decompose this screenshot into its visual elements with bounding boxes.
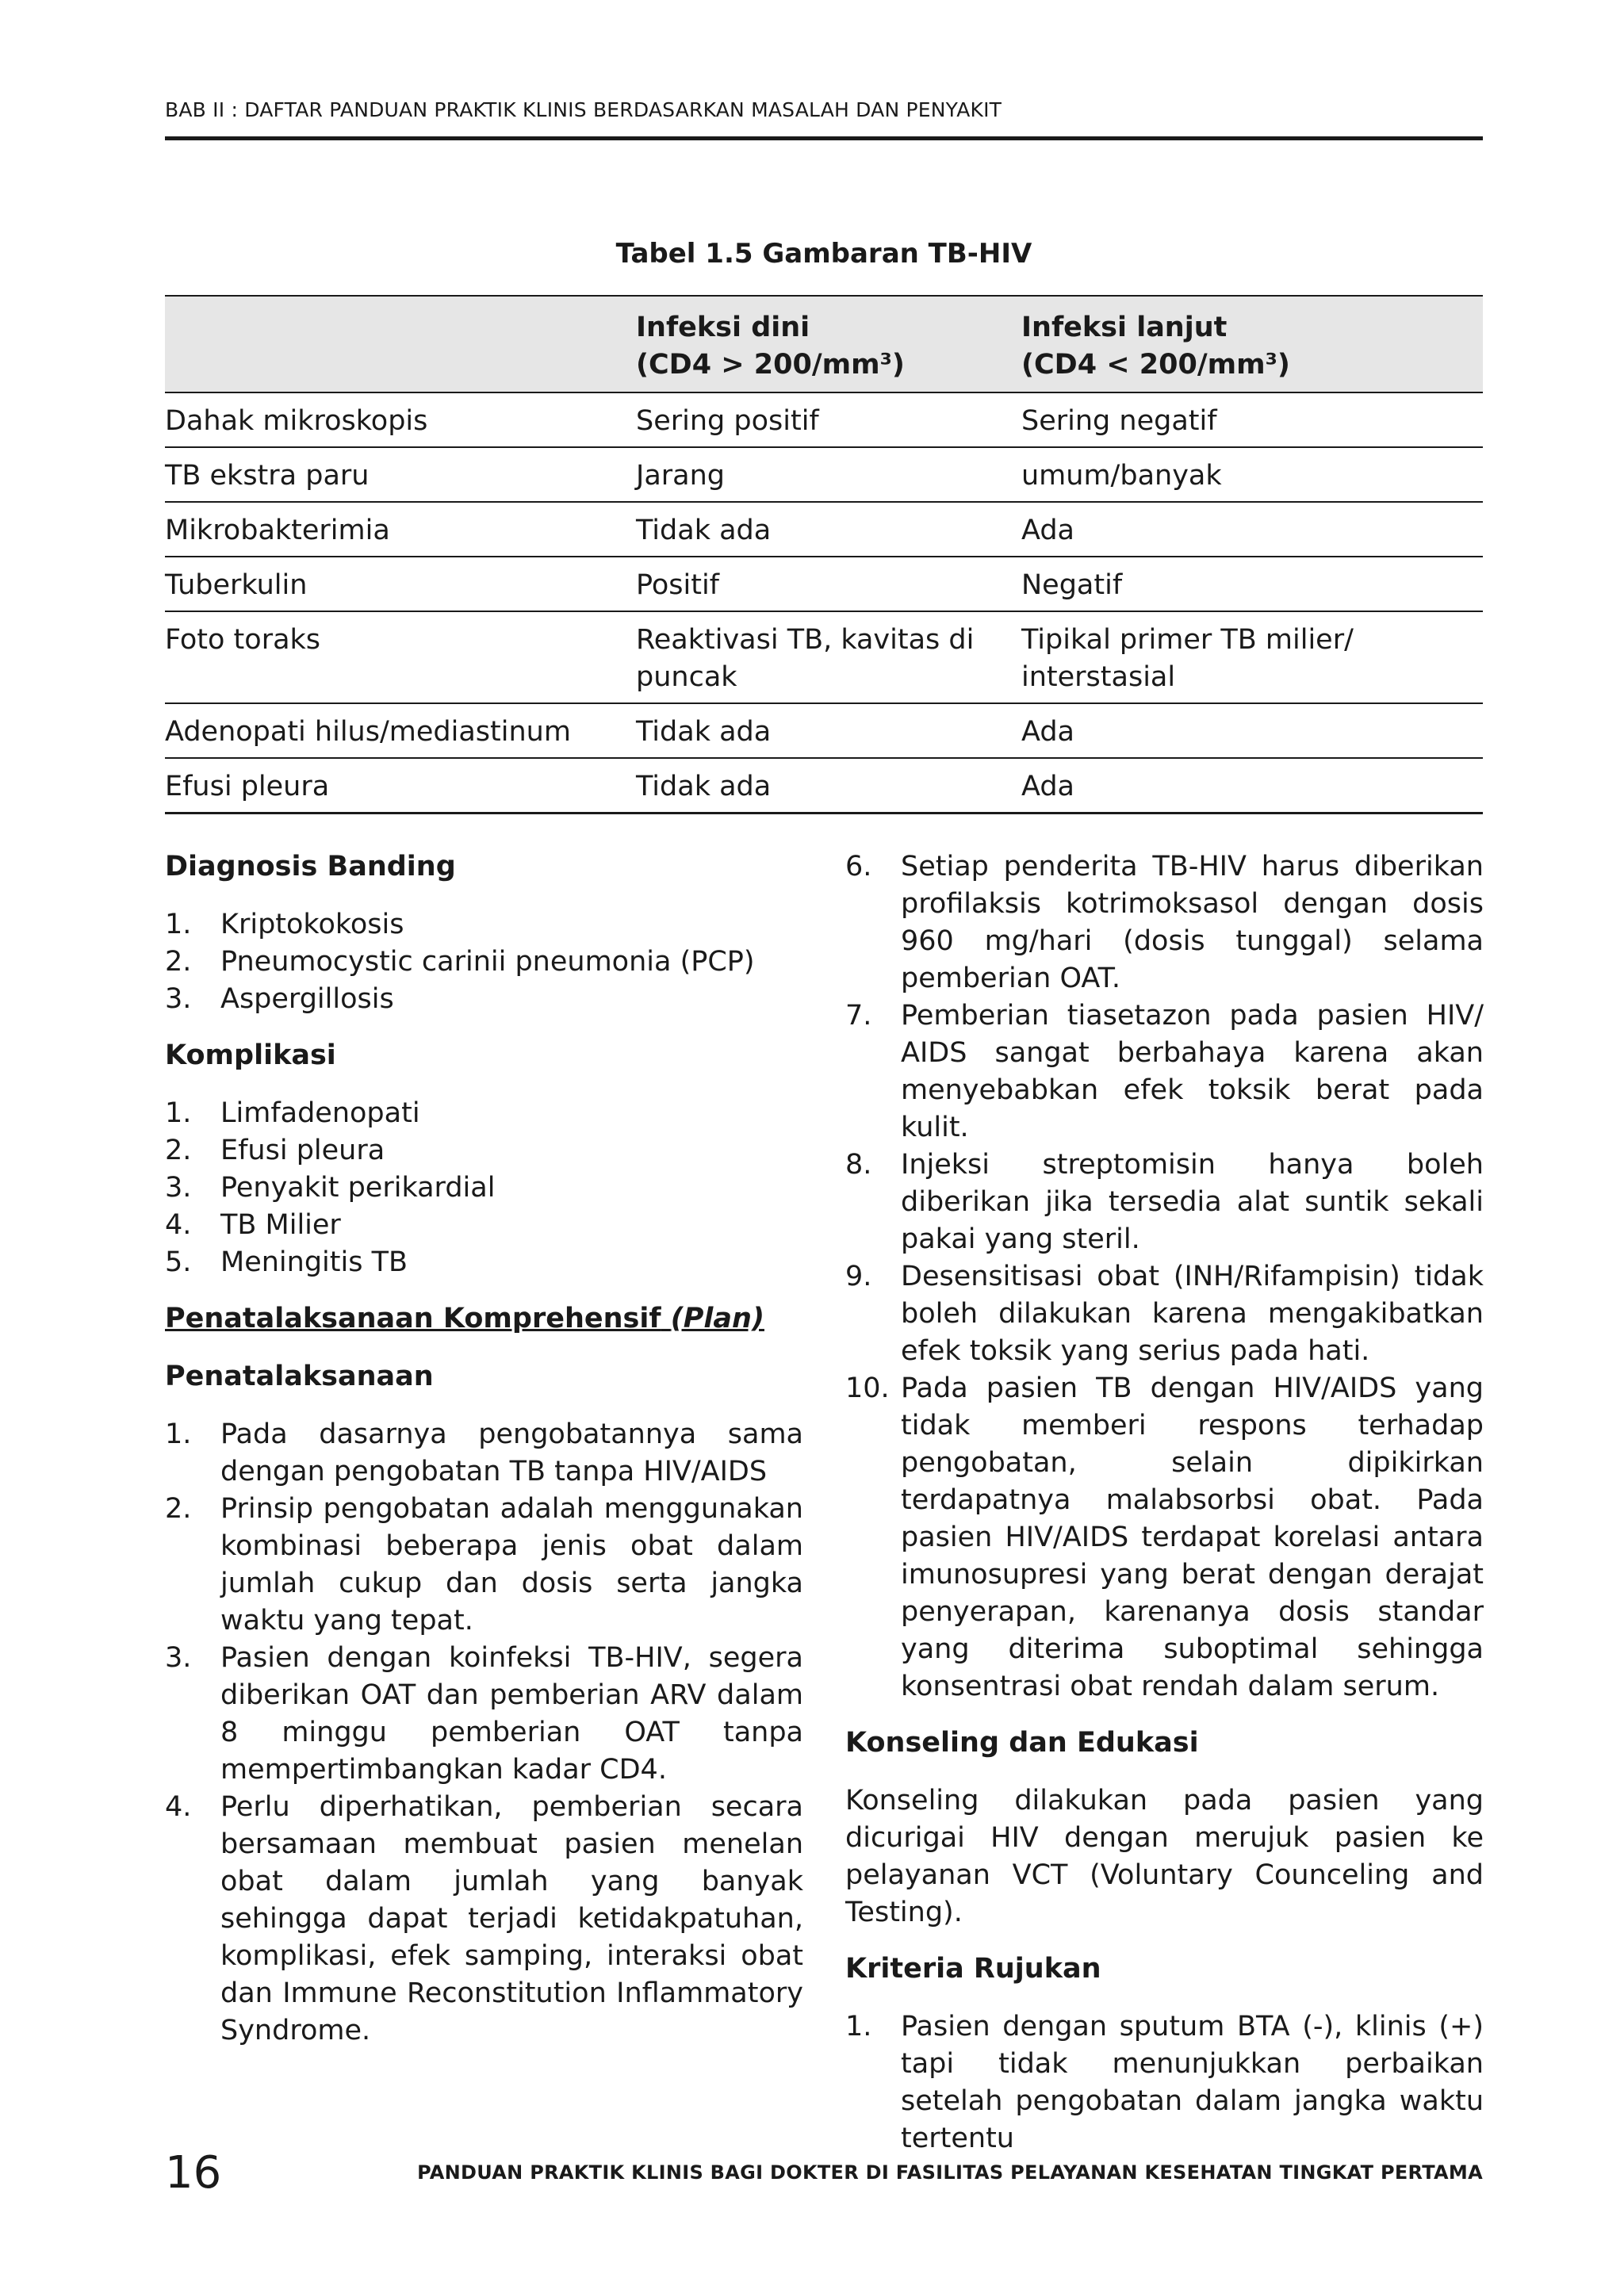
list-item: 4. Perlu diperhatikan, pemberian secara bersamaan membuat pasien menelan obat dalam jumlah yang banyak sehingga dapat terjadi ketidakpatuhan, komplikasi, efek samping, interaksi obat dan Immune Reconstitution Inflammatory Syndrome.	[165, 1791, 803, 2046]
list-item-text: Kriptokokosis	[220, 909, 404, 940]
table-cell: TB ekstra paru	[165, 447, 636, 502]
list-item-text: Setiap penderita TB-HIV harus diberikan profilaksis kotrimoksasol dengan dosis 960 mg/hari (dosis tunggal) selama pemberian OAT.	[901, 851, 1484, 994]
table-cell: Tidak ada	[636, 703, 1021, 758]
section-title-komplikasi: Komplikasi	[165, 1039, 336, 1071]
table-cell: Tidak ada	[636, 502, 1021, 557]
list-item: 1. Kriptokokosis	[165, 909, 404, 940]
penatalaksanaan-list	[165, 1416, 803, 2050]
table-cell: Tidak ada	[636, 758, 1021, 814]
section-title-penatalaksanaan: Penatalaksanaan	[165, 1361, 434, 1392]
list-item: 5. Meningitis TB	[165, 1246, 408, 1278]
table-cell: Positif	[636, 557, 1021, 611]
diagnosis-banding-list	[165, 906, 803, 1018]
list-item: 3. Aspergillosis	[165, 983, 394, 1015]
list-item: 2. Efusi pleura	[165, 1135, 385, 1166]
list-item-text: Perlu diperhatikan, pemberian secara bersamaan membuat pasien menelan obat dalam jumlah yang banyak sehingga dapat terjadi ketidakpatuhan, komplikasi, efek samping, interaksi obat dan Immune Reconstitution Inflammatory Syndrome.	[220, 1791, 803, 2046]
list-item-text: Pasien dengan koinfeksi TB-HIV, segera diberikan OAT dan pemberian ARV dalam 8 minggu pemberian OAT tanpa mempertimbangkan kadar CD4.	[220, 1642, 803, 1786]
list-item-text: Meningitis TB	[220, 1246, 408, 1278]
table-cell: umum/banyak	[1021, 447, 1483, 502]
header-label: Infeksi lanjut	[1021, 312, 1228, 343]
list-item: 1. Pada dasarnya pengobatannya sama dengan pengobatan TB tanpa HIV/AIDS	[165, 1418, 803, 1487]
table-cell: Reaktivasi TB, kavitas di puncak	[636, 611, 1021, 703]
section-title-penatalaksanaan-komprehensif	[165, 1300, 803, 1338]
list-item: 2. Prinsip pengobatan adalah menggunakan kombinasi beberapa jenis obat dalam jumlah cukup dan dosis serta jangka waktu yang tepat.	[165, 1493, 803, 1637]
table-header-cell	[1021, 296, 1483, 392]
list-item-text: Penyakit perikardial	[220, 1172, 496, 1204]
table-cell: Ada	[1021, 502, 1483, 557]
section-title-kriteria-rujukan: Kriteria Rujukan	[845, 1953, 1101, 1985]
list-item-text: Aspergillosis	[220, 983, 394, 1015]
table-cell: Ada	[1021, 703, 1483, 758]
header-sublabel: (CD4 > 200/mm³)	[636, 349, 905, 381]
header-divider	[165, 136, 1483, 140]
list-item-text: Pemberian tiasetazon pada pasien HIV/ AIDS sangat berbahaya karena akan menyebabkan efek toksik berat pada kulit.	[901, 1000, 1484, 1143]
table-cell: Adenopati hilus/mediastinum	[165, 703, 636, 758]
list-item-text: Pasien dengan sputum BTA (-), klinis (+) tapi tidak menunjukkan perbaikan setelah pengobatan dalam jangka waktu tertentu	[901, 2011, 1484, 2154]
table-header-cell	[165, 296, 636, 392]
section-title-plan: (Plan)	[670, 1303, 764, 1334]
table-row	[165, 557, 1483, 611]
table-row	[165, 392, 1483, 447]
table-cell: Sering negatif	[1021, 392, 1483, 447]
table-row	[165, 703, 1483, 758]
list-item: 4. TB Milier	[165, 1209, 341, 1241]
list-item-text: Limfadenopati	[220, 1097, 420, 1129]
header-sublabel: (CD4 < 200/mm³)	[1021, 349, 1290, 381]
list-item-text: Injeksi streptomisin hanya boleh diberikan jika tersedia alat suntik sekali pakai yang steril.	[901, 1149, 1484, 1255]
right-column	[845, 848, 1484, 2176]
list-item: 1. Limfadenopati	[165, 1097, 420, 1129]
list-item: 10. Pada pasien TB dengan HIV/AIDS yang tidak memberi respons terhadap pengobatan, selain dipikirkan terdapatnya malabsorbsi obat. Pada pasien HIV/AIDS terdapat korelasi antara imunosupresi yang berat dengan derajat penyerapan, karenanya dosis standar yang diterima suboptimal sehingga konsentrasi obat rendah dalam serum.	[845, 1372, 1484, 1702]
table-row	[165, 502, 1483, 557]
list-item: 7. Pemberian tiasetazon pada pasien HIV/ AIDS sangat berbahaya karena akan menyebabkan efek toksik berat pada kulit.	[845, 1000, 1484, 1143]
list-item-text: TB Milier	[220, 1209, 341, 1241]
section-title-konseling: Konseling dan Edukasi	[845, 1727, 1199, 1759]
komplikasi-list	[165, 1095, 803, 1281]
list-item: 1. Pasien dengan sputum BTA (-), klinis (+) tapi tidak menunjukkan perbaikan setelah pengobatan dalam jangka waktu tertentu	[845, 2011, 1484, 2154]
section-title-diagnosis-banding: Diagnosis Banding	[165, 851, 456, 882]
table-cell: Mikrobakterimia	[165, 502, 636, 557]
list-item: 8. Injeksi streptomisin hanya boleh diberikan jika tersedia alat suntik sekali pakai yang steril.	[845, 1149, 1484, 1255]
list-item-text: Pada dasarnya pengobatannya sama dengan pengobatan TB tanpa HIV/AIDS	[220, 1418, 803, 1487]
table-cell: Efusi pleura	[165, 758, 636, 814]
list-item-text: Pneumocystic carinii pneumonia (PCP)	[220, 946, 755, 978]
table-caption: Tabel 1.5 Gambaran TB-HIV	[615, 238, 1032, 270]
list-item-text: Desensitisasi obat (INH/Rifampisin) tidak boleh dilakukan karena mengakibatkan efek toksik yang serius pada hati.	[901, 1261, 1484, 1367]
table-row	[165, 758, 1483, 814]
list-item: 9. Desensitisasi obat (INH/Rifampisin) tidak boleh dilakukan karena mengakibatkan efek toksik yang serius pada hati.	[845, 1261, 1484, 1367]
running-footer: PANDUAN PRAKTIK KLINIS BAGI DOKTER DI FASILITAS PELAYANAN KESEHATAN TINGKAT PERTAMA	[417, 2161, 1483, 2184]
list-item-text: Efusi pleura	[220, 1135, 385, 1166]
tb-hiv-table	[165, 295, 1483, 814]
table-header-row	[165, 296, 1483, 392]
table-cell: Negatif	[1021, 557, 1483, 611]
running-header: BAB II : DAFTAR PANDUAN PRAKTIK KLINIS BERDASARKAN MASALAH DAN PENYAKIT	[165, 98, 1002, 121]
list-item: 6. Setiap penderita TB-HIV harus diberikan profilaksis kotrimoksasol dengan dosis 960 mg/hari (dosis tunggal) selama pemberian OAT.	[845, 851, 1484, 994]
konseling-paragraph: Konseling dilakukan pada pasien yang dicurigai HIV dengan merujuk pasien ke pelayanan VCT (Voluntary Counceling and Testing).	[845, 1785, 1484, 1928]
header-label: Infeksi dini	[636, 312, 810, 343]
table-cell: Foto toraks	[165, 611, 636, 703]
list-item: 3. Pasien dengan koinfeksi TB-HIV, segera diberikan OAT dan pemberian ARV dalam 8 minggu pemberian OAT tanpa mempertimbangkan kadar CD4.	[165, 1642, 803, 1786]
table-cell: Dahak mikroskopis	[165, 392, 636, 447]
table-cell: Ada	[1021, 758, 1483, 814]
table-cell: Tipikal primer TB milier/ interstasial	[1021, 611, 1483, 703]
table-header-cell	[636, 296, 1021, 392]
table-row	[165, 447, 1483, 502]
table-cell: Tuberkulin	[165, 557, 636, 611]
page-number: 16	[165, 2147, 222, 2199]
list-item-text: Pada pasien TB dengan HIV/AIDS yang tidak memberi respons terhadap pengobatan, selain dipikirkan terdapatnya malabsorbsi obat. Pada pasien HIV/AIDS terdapat korelasi antara imunosupresi yang berat dengan derajat penyerapan, karenanya dosis standar yang diterima suboptimal sehingga konsentrasi obat rendah dalam serum.	[901, 1372, 1484, 1702]
section-title-text: Penatalaksanaan Komprehensif	[165, 1303, 661, 1334]
list-item: 2. Pneumocystic carinii pneumonia (PCP)	[165, 946, 755, 978]
list-item-text: Prinsip pengobatan adalah menggunakan kombinasi beberapa jenis obat dalam jumlah cukup dan dosis serta jangka waktu yang tepat.	[220, 1493, 803, 1637]
penatalaksanaan-list-continued	[845, 848, 1484, 1706]
list-item: 3. Penyakit perikardial	[165, 1172, 496, 1204]
table-row	[165, 611, 1483, 703]
left-column	[165, 848, 803, 2069]
table-cell: Jarang	[636, 447, 1021, 502]
kriteria-rujukan-list	[845, 2008, 1484, 2157]
table-cell: Sering positif	[636, 392, 1021, 447]
